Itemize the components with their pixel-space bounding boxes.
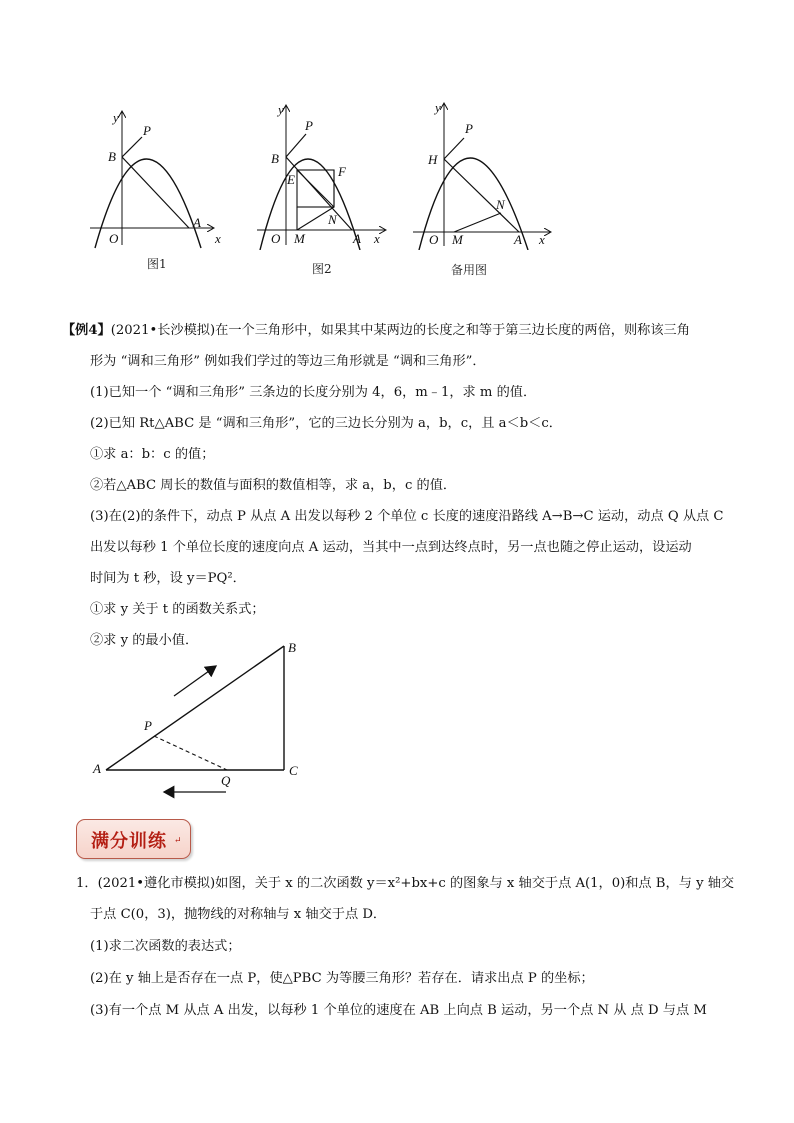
example4-line2: 形为 “调和三角形” 例如我们学过的等边三角形就是 “调和三角形”． <box>90 354 486 369</box>
label-A: A <box>193 215 201 230</box>
example4-q1: (1)已知一个 “调和三角形” 三条边的长度分别为 4，6，m﹣1，求 m 的值． <box>90 385 537 400</box>
figure-1-caption: 图1 <box>147 257 167 271</box>
example4-q3b: ②求 y 的最小值． <box>90 633 199 648</box>
label-M: M <box>294 231 305 246</box>
figure-3 <box>410 96 555 277</box>
section-badge <box>76 819 191 859</box>
problem1-q1: (1)求二次函数的表达式； <box>90 939 241 954</box>
problem1-q2: (2)在 y 轴上是否存在一点 P，使△PBC 为等腰三角形？若存在．请求出点 P 的坐标； <box>90 971 594 986</box>
label-P: P <box>144 718 152 733</box>
example4-q3-line1: (3)在(2)的条件下，动点 P 从点 A 出发以每秒 2 个单位 c 长度的速度沿路线 A→B→C 运动，动点 Q 从点 C <box>90 509 724 524</box>
label-N: N <box>496 197 505 212</box>
label-y: y <box>113 110 119 125</box>
figure-2-caption: 图2 <box>312 262 332 276</box>
segment-EN <box>297 170 334 207</box>
label-P: P <box>465 121 473 136</box>
label-A: A <box>93 761 101 776</box>
problem1-q3: (3)有一个点 M 从点 A 出发，以每秒 1 个单位的速度在 AB 上向点 B 运动，另一个点 N 从 点 D 与点 M <box>90 1003 707 1018</box>
example4-q3-line2: 出发以每秒 1 个单位长度的速度向点 A 运动，当其中一点到达终点时，另一点也随之停止运动，设运动 <box>90 540 692 555</box>
label-B: B <box>108 149 116 164</box>
problem1-line1: 1．(2021•遵化市模拟)如图，关于 x 的二次函数 y＝x²+bx+c 的图象与 x 轴交于点 A(1，0)和点 B，与 y 轴交 <box>76 876 735 891</box>
return-mark-icon: ↵ <box>174 836 182 846</box>
side-AB <box>106 646 284 770</box>
label-O: O <box>429 232 439 247</box>
example4-q2a: ①求 a：b：c 的值； <box>90 447 215 462</box>
label-N: N <box>328 212 337 227</box>
label-Q: Q <box>221 773 231 788</box>
example4-line1 <box>62 321 690 341</box>
label-F: F <box>338 164 346 179</box>
segment-MN <box>454 213 501 232</box>
example4-q2: (2)已知 Rt△ABC 是 “调和三角形”，它的三边长分别为 a，b，c，且 a＜b＜c． <box>90 416 562 431</box>
example4-q2b: ②若△ABC 周长的数值与面积的数值相等，求 a，b，c 的值． <box>90 478 457 493</box>
label-B: B <box>271 151 279 166</box>
arrow-up <box>174 666 216 696</box>
label-x: x <box>539 232 545 247</box>
label-H: H <box>428 152 438 167</box>
figure-2 <box>252 100 397 276</box>
figure-1 <box>85 100 245 271</box>
label-O: O <box>271 231 281 246</box>
example4-tag: 【例4】 <box>62 323 111 338</box>
problem1-line2: 于点 C(0，3)，抛物线的对称轴与 x 轴交于点 D． <box>90 907 387 922</box>
label-y: y <box>278 102 284 117</box>
segment-PQ <box>154 736 227 770</box>
example4-q3a: ①求 y 关于 t 的函数关系式； <box>90 602 265 617</box>
label-y: y <box>435 100 441 115</box>
label-P: P <box>305 118 313 133</box>
label-A: A <box>514 232 522 247</box>
label-x: x <box>215 231 221 246</box>
example4-text1: (2021•长沙模拟)在一个三角形中，如果其中某两边的长度之和等于第三边长度的两倍，则称该三角 <box>110 323 690 338</box>
triangle-figure <box>88 636 318 806</box>
label-O: O <box>109 231 119 246</box>
label-P: P <box>143 123 151 138</box>
label-E: E <box>287 172 295 187</box>
label-B: B <box>288 640 296 655</box>
example4-q3-line3: 时间为 t 秒，设 y＝PQ²． <box>90 571 246 586</box>
label-A: A <box>353 231 361 246</box>
segment-BP <box>122 137 142 157</box>
label-C: C <box>289 763 298 778</box>
figure-3-caption: 备用图 <box>451 263 488 277</box>
segment-HP <box>444 138 464 159</box>
segment-BP <box>286 134 306 157</box>
label-x: x <box>374 231 380 246</box>
section-badge-text: 满分训练 <box>91 831 167 852</box>
label-M: M <box>452 232 463 247</box>
